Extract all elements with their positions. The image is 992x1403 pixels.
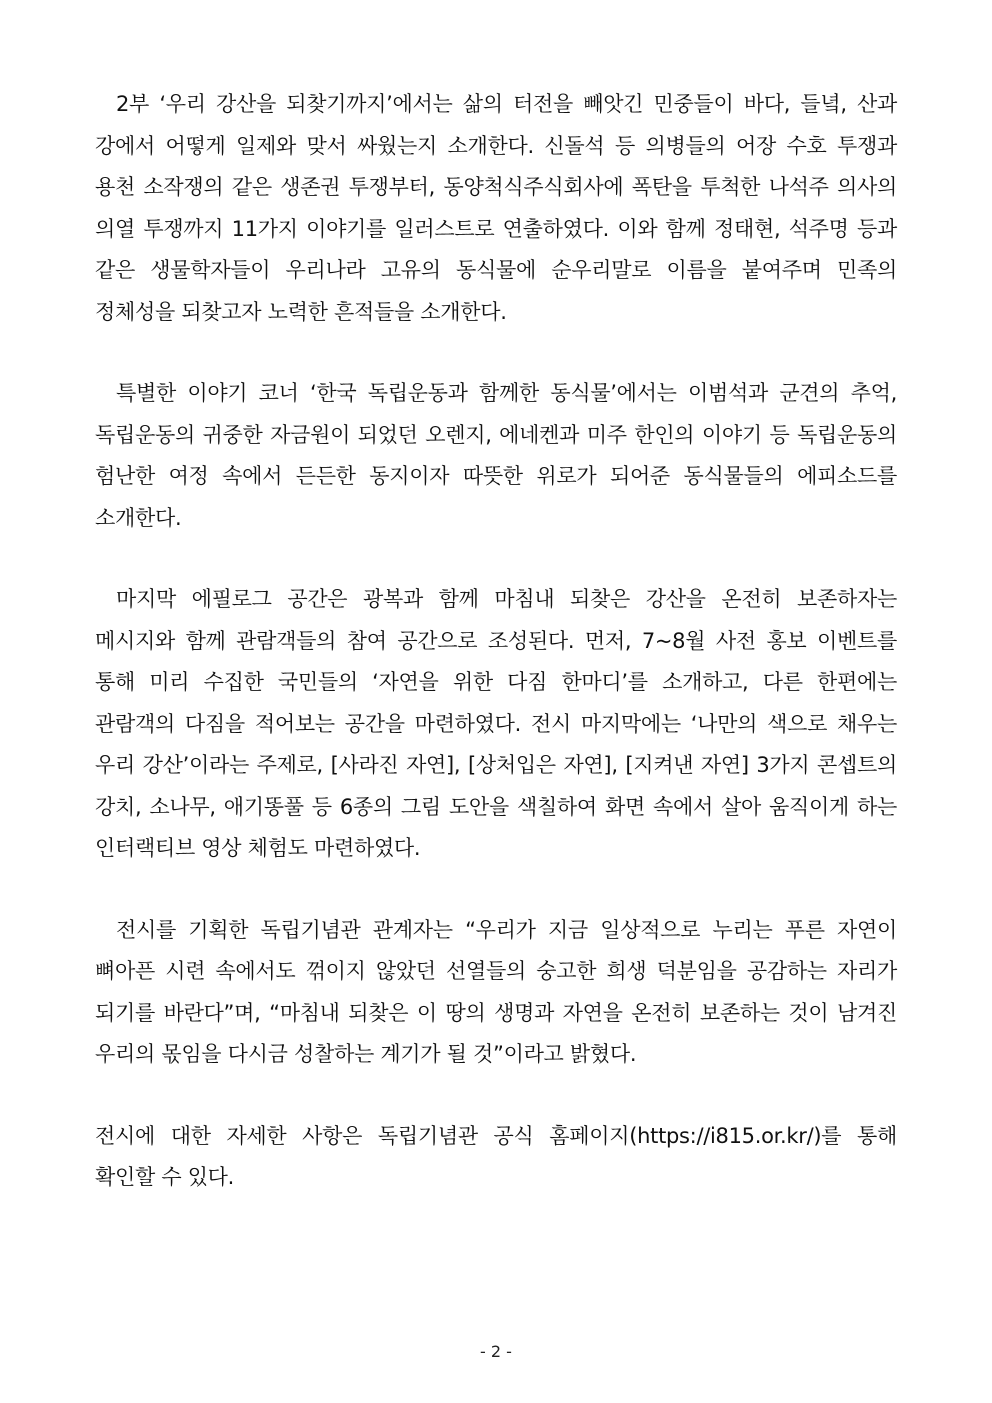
paragraph-official-quote: 전시를 기획한 독립기념관 관계자는 “우리가 지금 일상적으로 누리는 푸른 자연이 뼈아픈 시련 속에서도 꺾이지 않았던 선열들의 숭고한 희생 덕분임을 공감하는 자리가 되기를 바란다”며, “마침내 되찾은 이 땅의 생명과 자연을 온전히 보존하는 것이 남겨진 우리의 몫임을 다시금 성찰하는 계기가 될 것”이라고 밝혔다. bbox=[95, 917, 897, 1066]
page-number: - 2 - bbox=[480, 1342, 512, 1361]
document-body bbox=[95, 84, 897, 1199]
paragraph-special-story: 특별한 이야기 코너 ‘한국 독립운동과 함께한 동식물’에서는 이범석과 군견의 추억, 독립운동의 귀중한 자금원이 되었던 오렌지, 에네켄과 미주 한인의 이야기 등 독립운동의 험난한 여정 속에서 든든한 동지이자 따뜻한 위로가 되어준 동식물들의 에피소드를 소개한다. bbox=[95, 381, 897, 530]
paragraph-homepage-info: 전시에 대한 자세한 사항은 독립기념관 공식 홈페이지(https://i815.or.kr/)를 통해 확인할 수 있다. bbox=[95, 1123, 897, 1189]
paragraph-gap bbox=[95, 333, 897, 373]
paragraph-gap bbox=[95, 870, 897, 910]
paragraph-gap bbox=[95, 1076, 897, 1116]
paragraph-epilogue: 마지막 에필로그 공간은 광복과 함께 마침내 되찾은 강산을 온전히 보존하자는 메시지와 함께 관람객들의 참여 공간으로 조성된다. 먼저, 7~8월 사전 홍보 이벤트를 통해 미리 수집한 국민들의 ‘자연을 위한 다짐 한마디’를 소개하고, 다른 한편에는 관람객의 다짐을 적어보는 공간을 마련하였다. 전시 마지막에는 ‘나만의 색으로 채우는 우리 강산’이라는 주제로, [사라진 자연], [상처입은 자연], [지켜낸 자연] 3가지 콘셉트의 강치, 소나무, 애기똥풀 등 6종의 그림 도안을 색칠하여 화면 속에서 살아 움직이게 하는 인터랙티브 영상 체험도 마련하였다. bbox=[95, 587, 897, 860]
paragraph-gap bbox=[95, 539, 897, 579]
paragraph-part2: 2부 ‘우리 강산을 되찾기까지’에서는 삶의 터전을 빼앗긴 민중들이 바다, 들녘, 산과 강에서 어떻게 일제와 맞서 싸웠는지 소개한다. 신돌석 등 의병들의 어장 수호 투쟁과 용천 소작쟁의 같은 생존권 투쟁부터, 동양척식주식회사에 폭탄을 투척한 나석주 의사의 의열 투쟁까지 11가지 이야기를 일러스트로 연출하였다. 이와 함께 정태현, 석주명 등과 같은 생물학자들이 우리나라 고유의 동식물에 순우리말로 이름을 붙여주며 민족의 정체성을 되찾고자 노력한 흔적들을 소개한다. bbox=[95, 92, 897, 324]
